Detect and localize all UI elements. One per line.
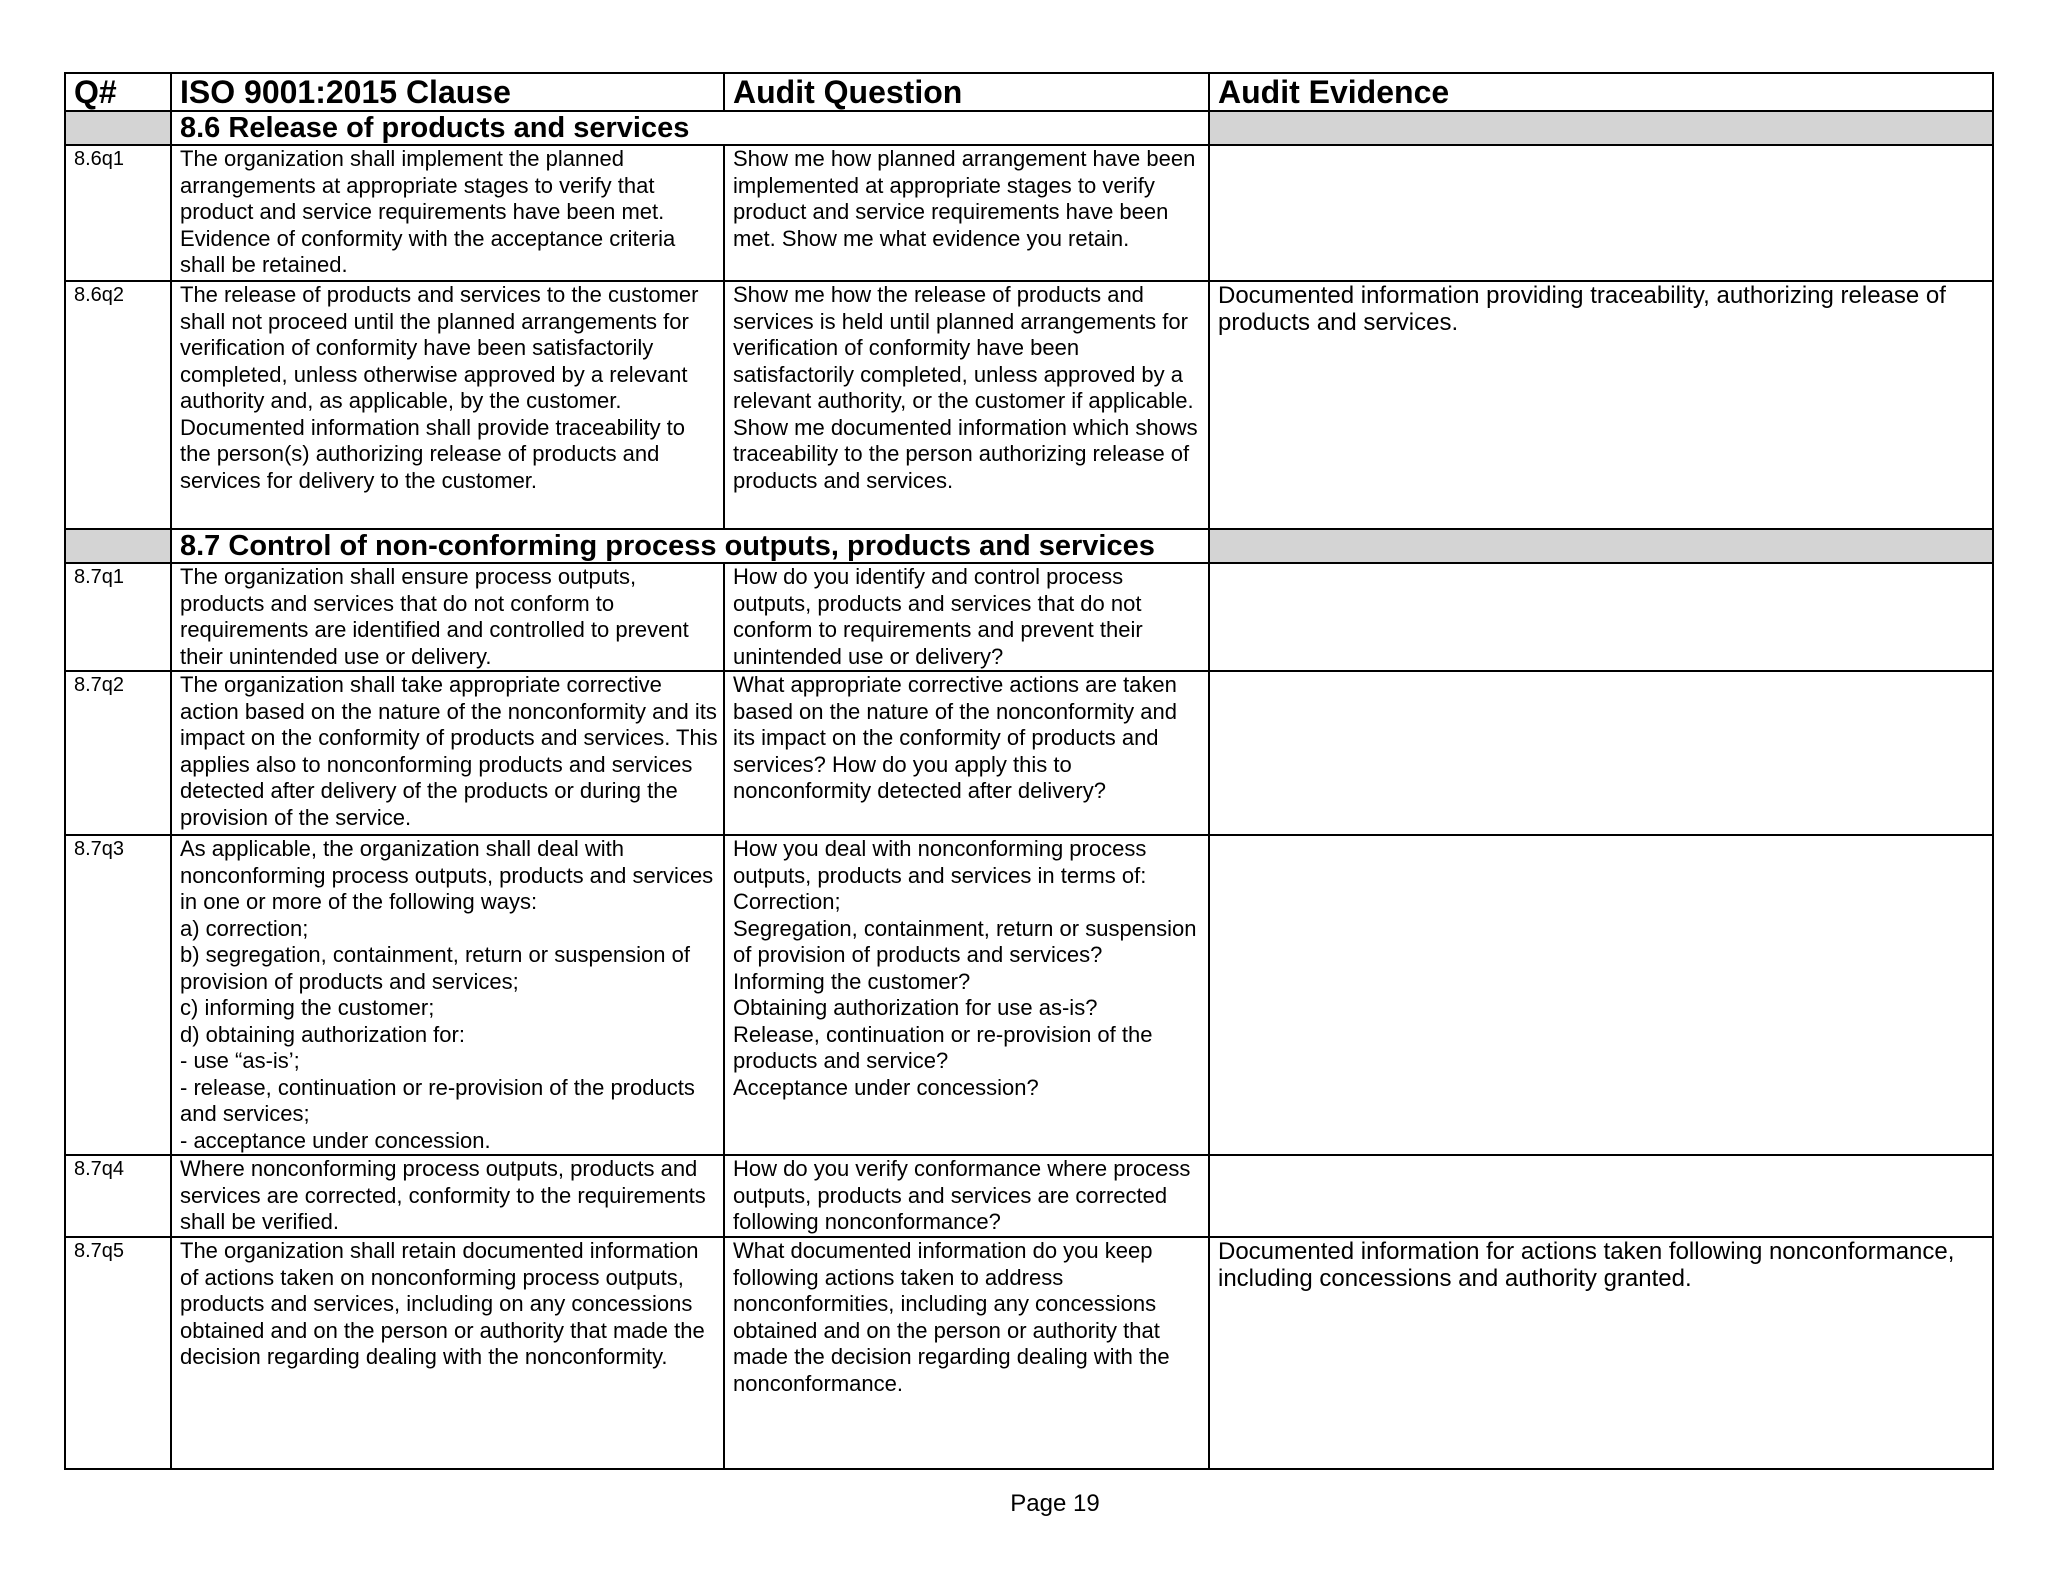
section-shade-cell [65,529,171,563]
section-row [65,529,1993,563]
clause-text: The organization shall take appropriate corrective action based on the nature of the nonconformity and its impact on the conformity of products and services. This applies also to nonconforming products and services detected after delivery of the products or during the provision of the service. [171,671,724,835]
question-id: 8.7q3 [65,835,171,1155]
question-id: 8.7q4 [65,1155,171,1237]
audit-question-text: Show me how the release of products and services is held until planned arrangements for verification of conformity have been satisfactorily completed, unless approved by a relevant authority, or the customer if applicable. Show me documented information which shows traceability to the person authorizing release of products and services. [724,281,1209,529]
section-shade-cell [1209,111,1993,145]
page-number: Page 19 [1010,1490,1100,1517]
clause-text: The organization shall retain documented information of actions taken on nonconforming process outputs, products and services, including on any concessions obtained and on the person or authority that made the decision regarding dealing with the nonconformity. [171,1237,724,1469]
audit-evidence-text: Documented information for actions taken following nonconformance, including concessions and authority granted. [1209,1237,1993,1469]
audit-evidence-text [1209,835,1993,1155]
table-row [65,835,1993,1155]
section-title: 8.7 Control of non-conforming process outputs, products and services [171,529,1209,563]
table-row [65,281,1993,529]
audit-evidence-text: Documented information providing traceability, authorizing release of products and services. [1209,281,1993,529]
section-shade-cell [65,111,171,145]
audit-evidence-text [1209,563,1993,671]
clause-text: Where nonconforming process outputs, products and services are corrected, conformity to the requirements shall be verified. [171,1155,724,1237]
audit-question-text: What appropriate corrective actions are taken based on the nature of the nonconformity and its impact on the conformity of products and services? How do you apply this to nonconformity detected after delivery? [724,671,1209,835]
header-evidence: Audit Evidence [1209,73,1993,111]
table-row [65,563,1993,671]
clause-text: The release of products and services to the customer shall not proceed until the planned arrangements for verification of conformity have been satisfactorily completed, unless otherwise approved by a relevant authority and, as applicable, by the customer. Documented information shall provide traceability to the person(s) authorizing release of products and services for delivery to the customer. [171,281,724,529]
question-id: 8.7q2 [65,671,171,835]
audit-table [64,72,1994,1470]
header-row [65,73,1993,111]
audit-evidence-text [1209,145,1993,281]
audit-evidence-text [1209,1155,1993,1237]
audit-question-text: How do you verify conformance where process outputs, products and services are corrected following nonconformance? [724,1155,1209,1237]
audit-question-text: How you deal with nonconforming process outputs, products and services in terms of: Correction; Segregation, containment, return or suspension of provision of products and services? Informing the customer? Obtaining authorization for use as-is? Release, continuation or re-provision of the products and service? Acceptance under concession? [724,835,1209,1155]
audit-evidence-text [1209,671,1993,835]
question-id: 8.6q2 [65,281,171,529]
header-clause: ISO 9001:2015 Clause [171,73,724,111]
header-q: Q# [65,73,171,111]
section-title: 8.6 Release of products and services [171,111,1209,145]
clause-text: The organization shall ensure process outputs, products and services that do not conform to requirements are identified and controlled to prevent their unintended use or delivery. [171,563,724,671]
audit-question-text: Show me how planned arrangement have been implemented at appropriate stages to verify product and service requirements have been met. Show me what evidence you retain. [724,145,1209,281]
question-id: 8.7q1 [65,563,171,671]
table-row [65,1155,1993,1237]
section-shade-cell [1209,529,1993,563]
clause-text: The organization shall implement the planned arrangements at appropriate stages to verify that product and service requirements have been met. Evidence of conformity with the acceptance criteria shall be retained. [171,145,724,281]
header-question: Audit Question [724,73,1209,111]
clause-text: As applicable, the organization shall deal with nonconforming process outputs, products and services in one or more of the following ways: a) correction; b) segregation, containment, return or suspension of provision of products and services; c) informing the customer; d) obtaining authorization for: - use “as-is’; - release, continuation or re-provision of the products and services; - acceptance under concession. [171,835,724,1155]
section-row [65,111,1993,145]
question-id: 8.6q1 [65,145,171,281]
table-row [65,145,1993,281]
table-row [65,671,1993,835]
table-row [65,1237,1993,1469]
question-id: 8.7q5 [65,1237,171,1469]
audit-question-text: What documented information do you keep following actions taken to address nonconformities, including any concessions obtained and on the person or authority that made the decision regarding dealing with the nonconformance. [724,1237,1209,1469]
audit-question-text: How do you identify and control process outputs, products and services that do not conform to requirements and prevent their unintended use or delivery? [724,563,1209,671]
